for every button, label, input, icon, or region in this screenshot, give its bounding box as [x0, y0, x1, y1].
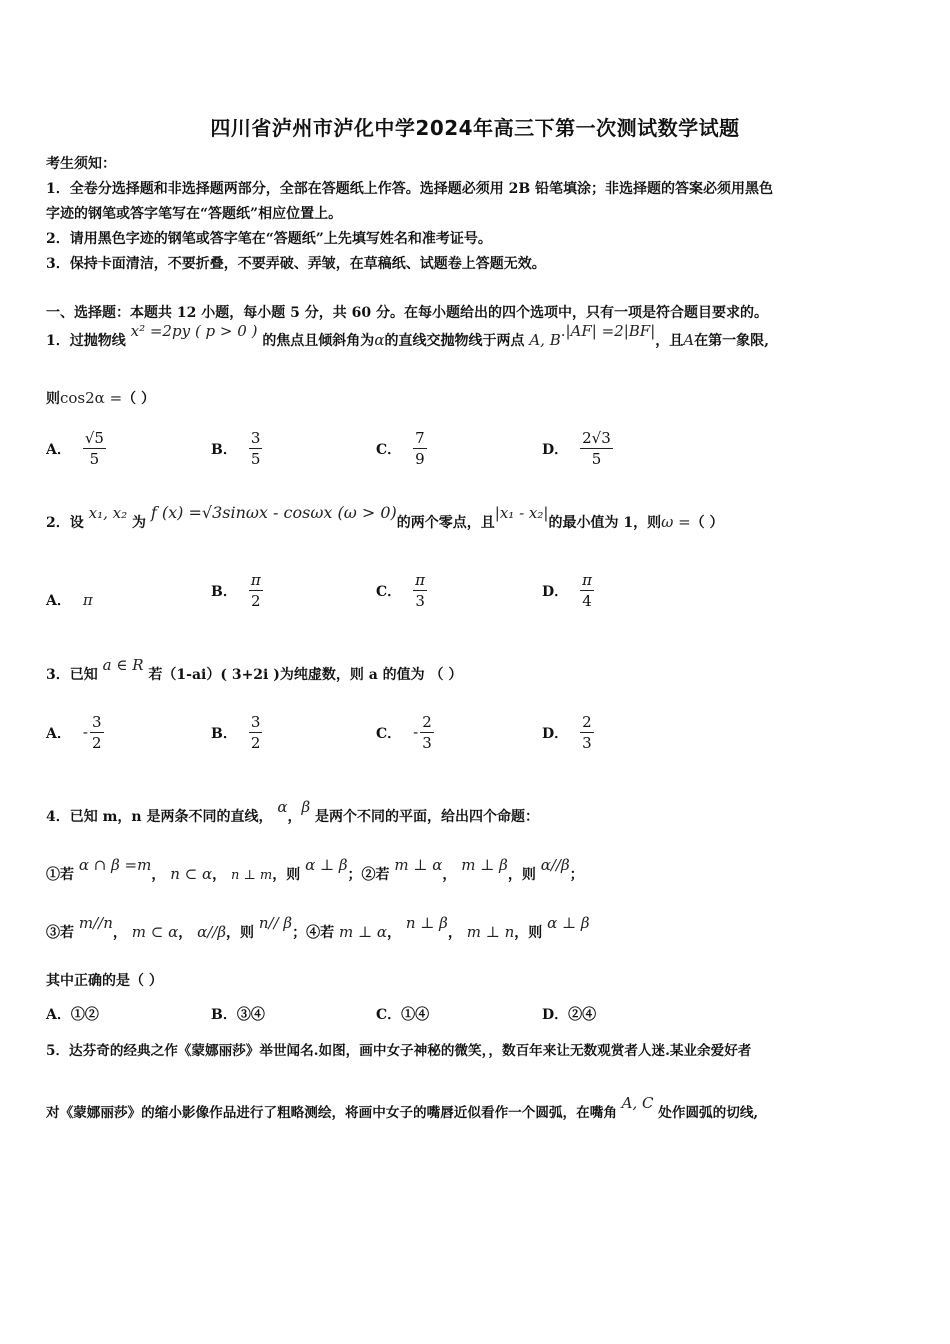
q4-r1-m1: α ∩ β =m	[78, 856, 152, 874]
q2-text-2: 为	[131, 515, 146, 531]
q1-math-cos: cos2α =	[60, 389, 123, 407]
q2-option-c[interactable]	[376, 570, 427, 612]
q1-math-condition: ( p > 0 )	[194, 322, 258, 340]
option-fraction: $\frac{\pi}{3}$	[415, 571, 426, 611]
notice-heading: 考生须知：	[46, 156, 116, 172]
q4-option-d[interactable]	[542, 1004, 596, 1024]
q4-r1-m5: m ⊥ α	[394, 856, 443, 874]
q4-r2-m2: m ⊂ α	[131, 923, 179, 941]
option-fraction: $\frac{2}{3}$	[582, 713, 592, 753]
q4-propositions-row-2	[46, 914, 590, 942]
notice-line-3: 3．保持卡面清洁，不要折叠，不要弄破、弄皱，在草稿纸、试题卷上答题无效。	[46, 256, 546, 272]
option-letter: A．	[46, 725, 71, 742]
q4-r1-c3: ，	[442, 867, 457, 883]
q4-r2-c2: ，	[178, 925, 193, 941]
question-1-ask	[46, 388, 155, 408]
option-fraction: $\frac{2}{3}$	[422, 713, 432, 753]
option-value: π	[82, 591, 93, 609]
q3-math-condition: a ∈ R	[102, 656, 144, 674]
q4-r1-a: ①若	[46, 867, 74, 883]
q4-r2-a: ③若	[46, 925, 74, 941]
notice-line-2: 2．请用黑色字迹的钢笔或答字笔在“答题纸”上先填写姓名和准考证号。	[46, 231, 492, 247]
q4-r2-m5: m ⊥ α	[338, 923, 387, 941]
q2-text-1: 2．设	[46, 515, 84, 531]
notice-line-1b: 字迹的钢笔或答字笔写在“答题纸”相应位置上。	[46, 206, 343, 222]
option-value: ③④	[236, 1007, 265, 1023]
q2-text-3: 的两个零点，且	[396, 515, 495, 531]
q4-r2-c1: ，	[112, 925, 127, 941]
q1-text-1: 1．过抛物线	[46, 333, 126, 349]
q4-text-1: 4．已知 m，n 是两条不同的直线，	[46, 809, 273, 825]
q2-math-roots: x₁, x₂	[88, 504, 128, 522]
q1-option-d[interactable]	[542, 428, 613, 470]
q4-r2-m8: α ⊥ β	[547, 914, 590, 932]
q2-text-4: 的最小值为 1，则	[548, 515, 662, 531]
q4-r2-m6: n ⊥ β	[405, 914, 448, 932]
option-fraction: $\frac{√5}{5}$	[84, 429, 104, 469]
q4-r1-c2: ，	[212, 867, 227, 883]
option-fraction: $\frac{3}{2}$	[250, 713, 261, 753]
q4-r2-c3: ，	[386, 925, 401, 941]
option-sign: -	[413, 723, 419, 742]
option-letter: D．	[542, 583, 569, 600]
q2-text-5: （ ）	[690, 515, 724, 531]
q5-math-points: A, C	[621, 1094, 654, 1112]
option-value: ①②	[70, 1007, 99, 1023]
q4-r1-m4: α ⊥ β	[305, 856, 348, 874]
option-value: ②④	[568, 1007, 597, 1023]
notice-line-1a: 1．全卷分选择题和非选择题两部分，全部在答题纸上作答。选择题必须用 2B 铅笔填涂；非选择题的答案必须用黑色	[46, 181, 774, 197]
q4-r1-m6: m ⊥ β	[461, 856, 508, 874]
option-fraction: $\frac{\pi}{4}$	[582, 571, 592, 611]
q3-option-d[interactable]	[542, 712, 594, 754]
option-fraction: $\frac{3}{5}$	[250, 429, 261, 469]
option-value: ①④	[401, 1007, 430, 1023]
q4-r1-m2: n ⊂ α	[170, 865, 213, 883]
q1-text-7: （ ）	[122, 391, 156, 407]
question-5-line-2	[46, 1094, 759, 1121]
q4-r2-m3: α//β	[197, 923, 227, 941]
q1-text-2: 的焦点且倾斜角为	[262, 333, 375, 349]
q4-r1-m3: n ⊥ m	[231, 868, 273, 883]
option-letter: C．	[376, 725, 402, 742]
q3-option-b[interactable]	[211, 712, 262, 754]
q4-r2-d: ，则	[514, 925, 543, 941]
q1-math-a: A	[683, 331, 695, 349]
option-letter: A．	[46, 441, 71, 458]
q1-option-a[interactable]	[46, 428, 106, 470]
option-letter: B．	[211, 725, 237, 742]
q2-math-abs: |x₁ - x₂|	[494, 504, 549, 522]
q1-math-ratio: .|AF| =2|BF|	[560, 322, 656, 340]
q1-math-parabola: x² =2py	[130, 322, 191, 340]
question-4	[46, 798, 540, 826]
page-title: 四川省泸州市泸化中学2024年高三下第一次测试数学试题	[210, 116, 740, 140]
option-letter: A．	[46, 593, 71, 609]
question-2	[46, 503, 724, 532]
q4-text-2: ，	[287, 809, 302, 825]
q4-r1-d: ，则	[507, 867, 536, 883]
q1-option-c[interactable]	[376, 428, 427, 470]
q4-r2-m1: m//n	[78, 914, 113, 932]
q2-math-function: f (x) =√3sinωx - cosωx (ω > 0)	[150, 503, 397, 522]
q4-r2-c4: ，	[447, 925, 462, 941]
q4-option-b[interactable]	[211, 1004, 265, 1024]
q3-option-c[interactable]	[376, 712, 434, 754]
option-letter: B．	[211, 1007, 237, 1023]
q4-r2-b: ，则	[226, 925, 255, 941]
q4-math-alpha: α	[277, 798, 288, 816]
q2-option-b[interactable]	[211, 570, 263, 612]
option-letter: D．	[542, 1007, 569, 1023]
q4-r2-m7: m ⊥ n	[466, 923, 515, 941]
q3-text-1: 3．已知	[46, 667, 98, 683]
option-sign: -	[82, 723, 88, 742]
q1-text-4: ，且	[655, 333, 684, 349]
option-fraction: $\frac{3}{2}$	[91, 713, 102, 753]
question-1	[46, 322, 769, 350]
q3-text-2: 若（1-ai）( 3+2i )为纯虚数，则 a 的值为 （ ）	[148, 667, 463, 683]
option-letter: C．	[376, 583, 402, 600]
q4-which-correct: 其中正确的是（ ）	[46, 973, 163, 989]
q2-option-a[interactable]	[46, 590, 93, 610]
q4-r1-c: ；②若	[347, 867, 390, 883]
option-fraction: $\frac{7}{9}$	[415, 429, 425, 469]
q1-text-5: 在第一象限,	[694, 333, 769, 349]
q4-propositions-row-1	[46, 856, 584, 884]
option-letter: B．	[211, 441, 237, 458]
q4-r1-b: ，则	[272, 867, 301, 883]
q2-option-d[interactable]	[542, 570, 594, 612]
q4-text-3: 是两个不同的平面，给出四个命题：	[315, 809, 540, 825]
q4-option-a[interactable]	[46, 1004, 99, 1024]
q1-math-alpha: α	[374, 331, 385, 349]
q4-math-beta: β	[301, 798, 311, 816]
q2-math-omega: ω =	[661, 513, 691, 531]
section-heading: 一、选择题：本题共 12 小题，每小题 5 分，共 60 分。在每小题给出的四个选项中，只有一项是符合题目要求的。	[46, 305, 768, 321]
q4-r1-c1: ，	[151, 867, 166, 883]
q1-text-3: 的直线交抛物线于两点	[384, 333, 525, 349]
q4-r1-e: ；	[569, 867, 584, 883]
option-fraction: $\frac{2√3}{5}$	[582, 429, 611, 469]
option-letter: B．	[211, 583, 237, 600]
question-3	[46, 656, 463, 684]
q1-math-points: A, B	[529, 331, 561, 349]
q1-option-b[interactable]	[211, 428, 262, 470]
option-letter: A．	[46, 1007, 71, 1023]
option-fraction: $\frac{\pi}{2}$	[250, 571, 261, 611]
q4-r2-c: ；④若	[292, 925, 335, 941]
q4-r2-m4: n// β	[258, 914, 293, 932]
q4-r1-m7: α//β	[540, 856, 570, 874]
q3-option-a[interactable]	[46, 712, 104, 754]
q4-option-c[interactable]	[376, 1004, 429, 1024]
option-letter: C．	[376, 441, 402, 458]
option-letter: D．	[542, 441, 569, 458]
option-letter: C．	[376, 1007, 402, 1023]
q5-text-1: 对《蒙娜丽莎》的缩小影像作品进行了粗略测绘，将画中女子的嘴唇近似看作一个圆弧，在嘴角	[46, 1105, 617, 1121]
option-letter: D．	[542, 725, 569, 742]
q5-text-2: 处作圆弧的切线,	[658, 1105, 759, 1121]
q1-text-6: 则	[46, 391, 60, 407]
question-5-line-1: 5．达芬奇的经典之作《蒙娜丽莎》举世闻名.如图，画中女子神秘的微笑，，数百年来让无数观赏者人迷.某业余爱好者	[46, 1043, 752, 1059]
